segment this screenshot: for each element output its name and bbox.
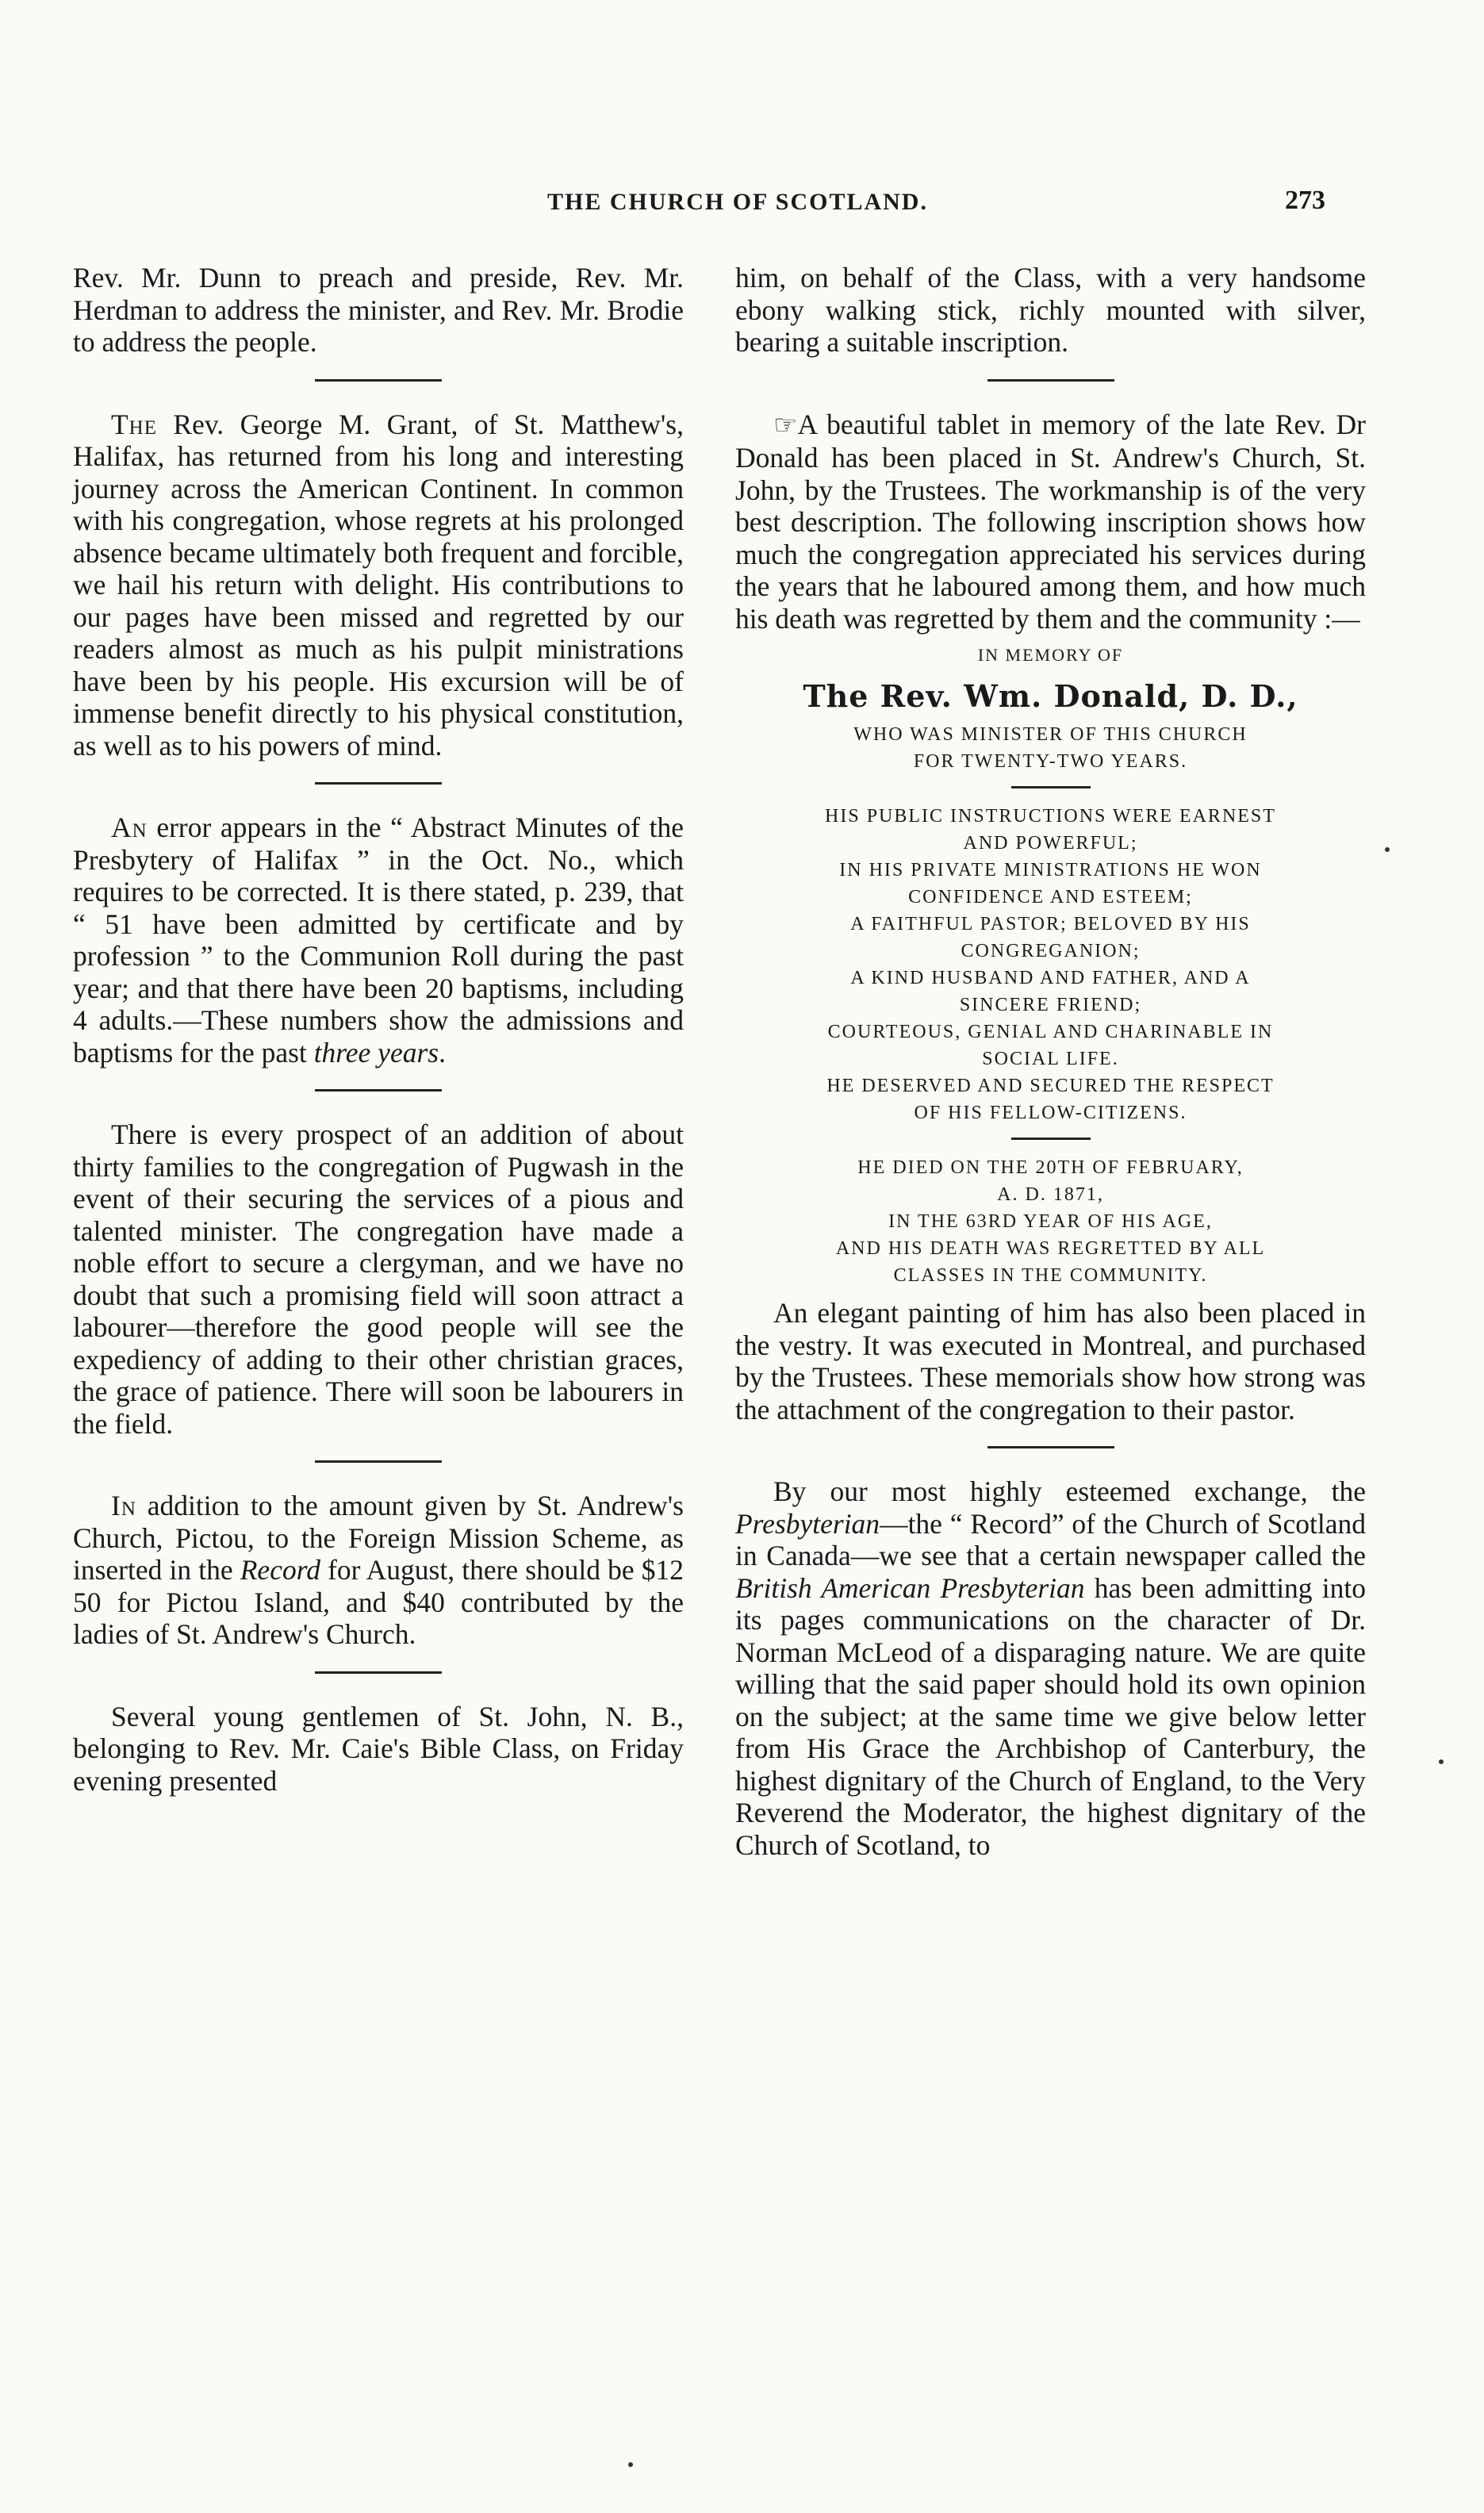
paragraph-text: By our most highly esteemed exchange, the [773,1475,1366,1507]
section-divider [315,782,442,785]
pointing-hand-icon: ☞ [773,410,798,440]
inscription-line: A FAITHFUL PASTOR; BELOVED BY HIS [850,914,1251,934]
paragraph-text: for August, there should be $12 50 for Pictou Island, and $40 contributed by the ladies of St. Andrew's Church. [73,1554,684,1650]
paragraph-painting: An elegant painting of him has also been placed in the vestry. It was executed in Montreal, and purchased by the Trustees. These memorials show how strong was the attachment of the congregation to their pastor. [735,1297,1366,1425]
inscription-name: The Rev. Wm. Donald, D. D., [803,678,1298,714]
inscription-line: CONFIDENCE AND ESTEEM; [908,887,1193,907]
inscription-line: FOR TWENTY-TWO YEARS. [913,751,1188,772]
print-speck [1439,1759,1444,1764]
inscription-line: IN HIS PRIVATE MINISTRATIONS HE WON [839,860,1262,881]
section-divider [987,1446,1114,1448]
paragraph-text: . [439,1036,446,1069]
inscription-line: AND HIS DEATH WAS REGRETTED BY ALL [835,1238,1266,1259]
section-divider [987,379,1114,382]
paragraph-dunn: Rev. Mr. Dunn to preach and preside, Rev. Mr. Herdman to address the minister, and Rev. Mr. Brodie to address the people. [73,262,684,358]
paragraph-bible-class: Several young gentlemen of St. John, N. B., belonging to Rev. Mr. Caie's Bible Class, on Friday evening presented [73,1700,684,1797]
paragraph-mission [73,1490,684,1651]
italic-text: Record [240,1554,320,1586]
paragraph-presbyterian [735,1475,1366,1861]
paragraph-tablet [735,409,1366,635]
inscription-line: WHO WAS MINISTER OF THIS CHURCH [853,724,1248,745]
inscription-line: CLASSES IN THE COMMUNITY. [893,1265,1208,1286]
inscription-line: CONGREGANION; [961,941,1141,961]
inscription-line: A. D. 1871, [997,1184,1104,1205]
print-speck [628,2462,633,2467]
lead-word: In [111,1490,136,1521]
section-divider [315,1671,442,1674]
paragraph-walking-stick: him, on behalf of the Class, with a very handsome ebony walking stick, richly mounted with silver, bearing a suitable inscription. [735,262,1366,358]
inscription-line: OF HIS FELLOW-CITIZENS. [914,1103,1187,1123]
inscription-line: COURTEOUS, GENIAL AND CHARINABLE IN [827,1022,1274,1042]
inscription-line: HE DESERVED AND SECURED THE RESPECT [826,1076,1275,1096]
memorial-inscription [735,643,1366,1289]
inscription-divider [1011,1138,1091,1140]
right-column [735,262,1366,1861]
running-title: THE CHURCH OF SCOTLAND. [547,189,928,215]
inscription-line: SINCERE FRIEND; [959,995,1142,1015]
section-divider [315,1089,442,1092]
inscription-line: HIS PUBLIC INSTRUCTIONS WERE EARNEST [825,806,1276,827]
paragraph-text: —the “ Record” of the Church of Scotland in Canada—we see that a certain newspaper called the [735,1507,1366,1571]
page-number: 273 [1285,186,1325,215]
inscription-line: HE DIED ON THE 20TH OF FEBRUARY, [857,1157,1244,1178]
lead-word: The [111,408,158,440]
paragraph-text: addition to the amount given by St. Andrew's Church, Pictou, to the Foreign Mission Scheme, as inserted in the [73,1490,684,1586]
section-divider [315,1460,442,1463]
inscription-line: IN THE 63RD YEAR OF HIS AGE, [888,1211,1213,1232]
italic-text: British American Presbyterian [735,1571,1085,1604]
inscription-line: A KIND HUSBAND AND FATHER, AND A [850,968,1251,988]
left-column [73,262,684,1797]
paragraph-text: has been admitting into its pages communications on the character of Dr. Norman McLeod of a disparaging nature. We are quite willing that the said paper should hold its own opinion on the subject; at the same time we give below letter from His Grace the Archbishop of Canterbury, the highest dignitary of the Church of England, to the Very Reverend the Moderator, the highest dignitary of the Church of Scotland, to [735,1571,1366,1861]
section-divider [315,379,442,382]
italic-text: Presbyterian [735,1507,880,1540]
inscription-line: AND POWERFUL; [963,833,1138,854]
paragraph-error [73,811,684,1069]
paragraph-pugwash: There is every prospect of an addition of about thirty families to the congregation of Pugwash in the event of their securing the services of a pious and talented minister. The congregation have made a noble effort to secure a clergyman, and we have no doubt that such a promising field will soon attract a labourer—therefore the good people will see the expediency of adding to their other christian graces, the grace of patience. There will soon be labourers in the field. [73,1118,684,1440]
paragraph-text: error appears in the “ Abstract Minutes of the Presbytery of Halifax ” in the Oct. No., which requires to be corrected. It is there stated, p. 239, that “ 51 have been admitted by certificate and by profession ” to the Communion Roll during the past year; and that there have been 20 baptisms, including 4 adults.—These numbers show the admissions and baptisms for the past [73,811,684,1069]
inscription-line: SOCIAL LIFE. [982,1049,1119,1069]
italic-text: three years [313,1036,439,1069]
paragraph-text: A beautiful tablet in memory of the late Rev. Dr Donald has been placed in St. Andrew's Church, St. John, by the Trustees. The workmanship is of the very best description. The following inscription shows how much the congregation appreciated his services during the years that he laboured among them, and how much his death was regretted by them and the community :— [735,408,1366,635]
inscription-line: IN MEMORY OF [977,645,1124,665]
inscription-divider [1011,786,1091,788]
print-speck [1385,847,1390,852]
paragraph-grant [73,409,684,762]
paragraph-text: Rev. George M. Grant, of St. Matthew's, Halifax, has returned from his long and interesting journey across the American Continent. In common with his congregation, whose regrets at his prolonged absence became ultimately both frequent and forcible, we hail his return with delight. His contributions to our pages have been missed and regretted by our readers almost as much as his pulpit ministrations have been by his people. His excursion will be of immense benefit directly to his physical constitution, as well as to his powers of mind. [73,408,684,762]
lead-word: An [111,811,148,843]
